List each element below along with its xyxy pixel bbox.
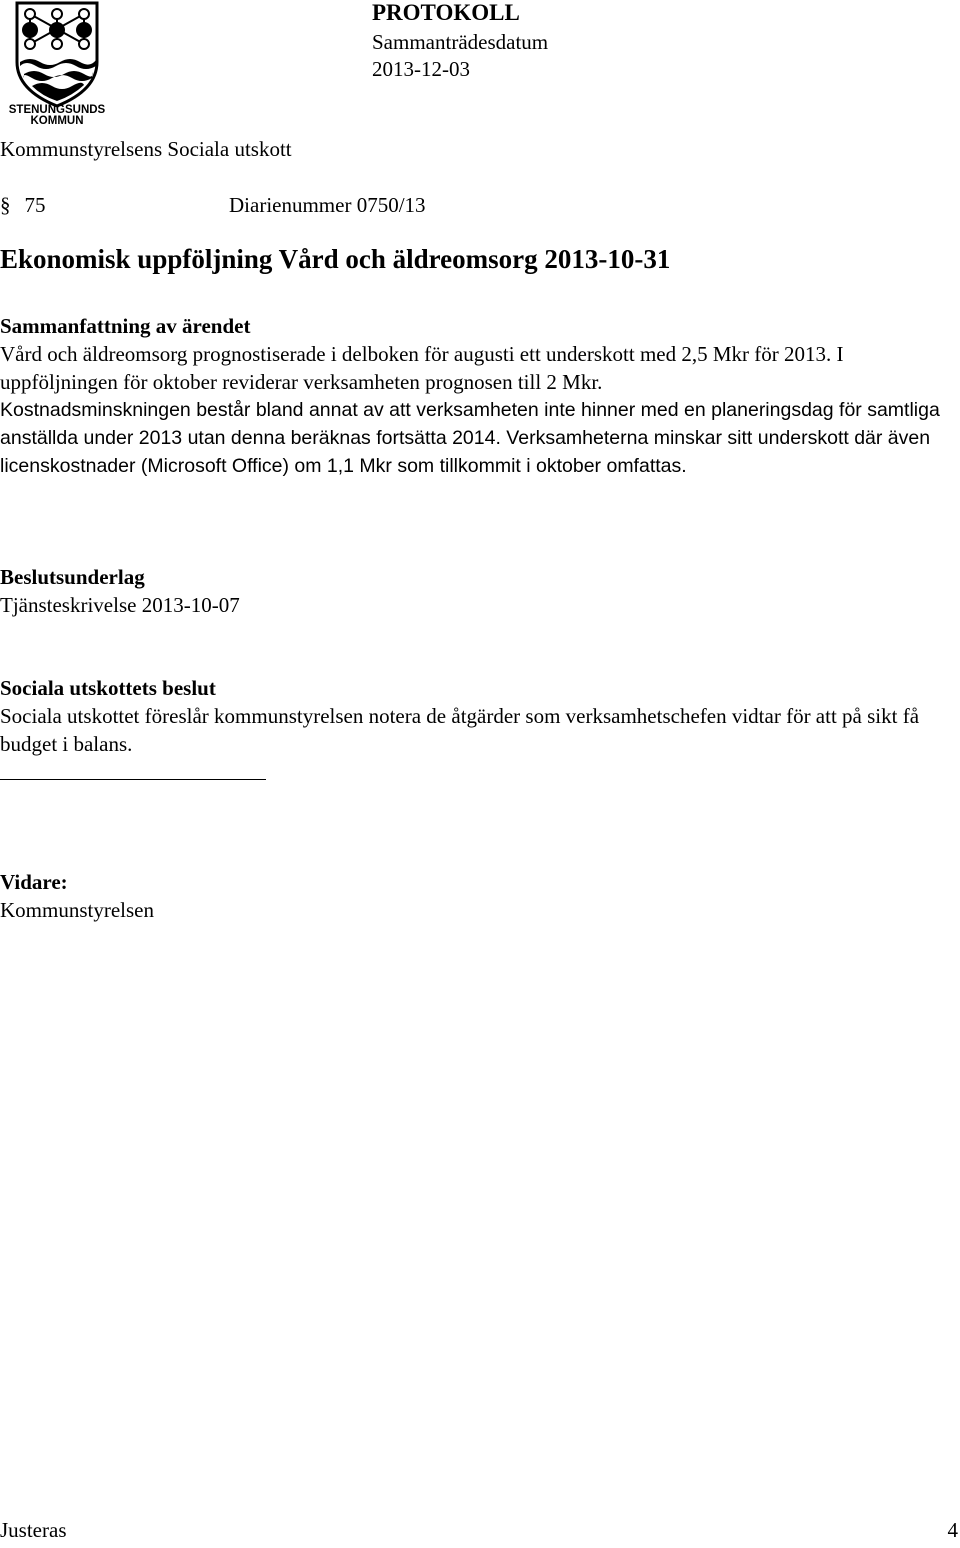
decision-heading: Sociala utskottets beslut bbox=[0, 676, 216, 700]
summary-section bbox=[0, 312, 950, 480]
municipality-logo bbox=[0, 0, 114, 126]
summary-text-serif: Vård och äldreomsorg prognostiserade i delboken för augusti ett underskott med 2,5 Mkr för 2013. I uppföljningen för oktober reviderar verksamheten prognosen till 2 Mkr. bbox=[0, 342, 844, 394]
meeting-date: 2013-12-03 bbox=[372, 57, 470, 81]
page-number: 4 bbox=[947, 1518, 958, 1542]
decision-section bbox=[0, 674, 950, 758]
paragraph-number: 75 bbox=[24, 193, 46, 217]
committee-name: Kommunstyrelsens Sociala utskott bbox=[0, 137, 292, 161]
paragraph-symbol: § bbox=[0, 193, 11, 217]
svg-text:STENUNGSUNDS: STENUNGSUNDS bbox=[8, 104, 106, 116]
footer-justeras: Justeras bbox=[0, 1518, 67, 1542]
page-title: Ekonomisk uppföljning Vård och äldreomsorg 2013-10-31 bbox=[0, 244, 671, 274]
forward-heading: Vidare: bbox=[0, 870, 68, 894]
diary-number: Diarienummer 0750/13 bbox=[229, 193, 426, 217]
basis-text: Tjänsteskrivelse 2013-10-07 bbox=[0, 593, 240, 617]
summary-heading: Sammanfattning av ärendet bbox=[0, 314, 251, 338]
document-type: PROTOKOLL bbox=[372, 0, 520, 25]
forward-section bbox=[0, 868, 950, 924]
decision-text: Sociala utskottet föreslår kommunstyrelsen notera de åtgärder som verksamhetschefen vidtar för att på sikt få budget i balans. bbox=[0, 704, 920, 756]
meeting-date-label: Sammanträdesdatum bbox=[372, 30, 549, 54]
basis-section bbox=[0, 563, 950, 619]
svg-text:KOMMUN: KOMMUN bbox=[30, 115, 84, 126]
forward-text: Kommunstyrelsen bbox=[0, 898, 154, 922]
basis-heading: Beslutsunderlag bbox=[0, 565, 145, 589]
paragraph-line bbox=[0, 193, 426, 218]
summary-text-sans: Kostnadsminskningen består bland annat av att verksamheten inte hinner med en planeringsdag för samtliga anställda under 2013 utan denna beräknas fortsätta 2014. Verksamheterna minskar sitt underskott där även licenskostnader (Microsoft Office) om 1,1 Mkr som tillkommit i oktober omfattas. bbox=[0, 399, 940, 477]
divider bbox=[0, 779, 266, 780]
